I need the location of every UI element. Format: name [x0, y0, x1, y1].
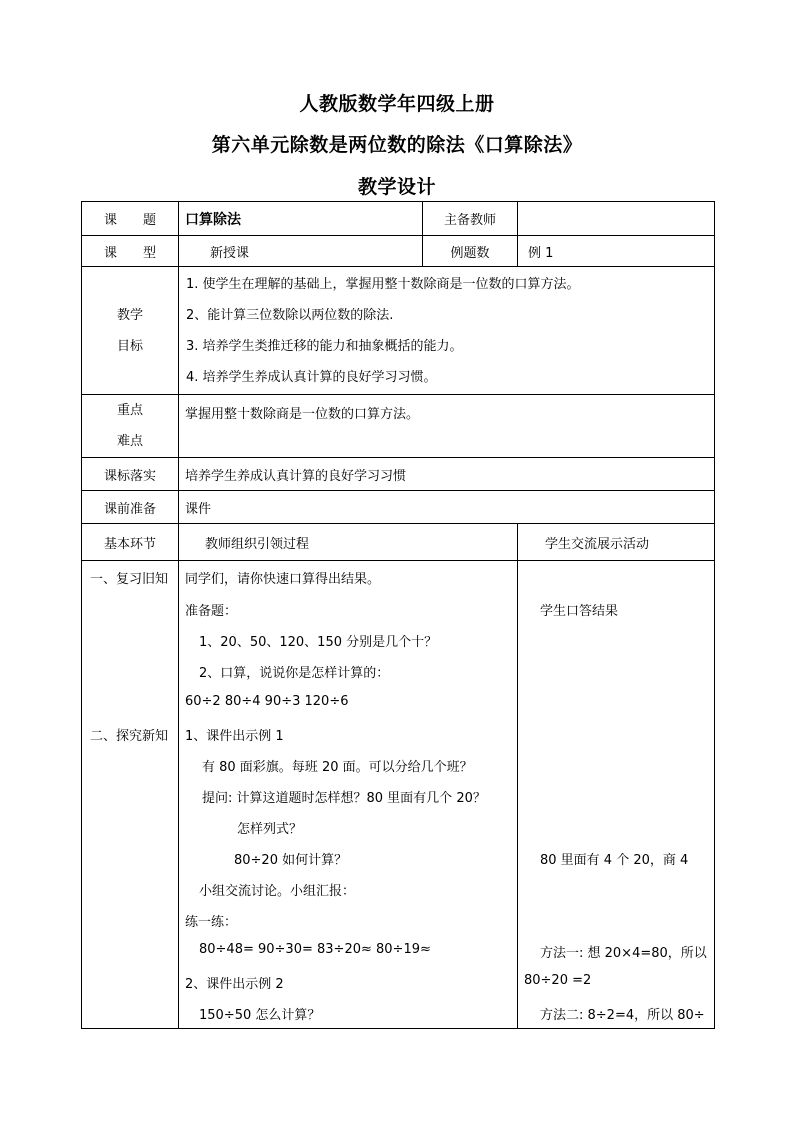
focus-row: [82, 395, 715, 458]
examples-label: 例题数: [423, 236, 518, 267]
teacher-process-column: [179, 561, 518, 1029]
goals-label: [82, 267, 179, 395]
student-activity-header: 学生交流展示活动: [518, 524, 715, 561]
teacher-line: 提问: 计算这道题时怎样想？80 里面有几个 20？: [202, 791, 486, 806]
standard-value: 培养学生养成认真计算的良好学习习惯: [179, 458, 715, 491]
stage-explore: 二、探究新知: [90, 729, 169, 744]
standard-row: [82, 458, 715, 491]
examples-value: 例 1: [518, 236, 715, 267]
process-header-row: [82, 524, 715, 561]
focus-label-1: 重点: [116, 403, 143, 418]
doc-subtitle: 第六单元除数是两位数的除法《口算除法》: [211, 134, 583, 156]
student-line: 80 里面有 4 个 20，商 4: [540, 853, 689, 868]
teacher-line: 150÷50 怎么计算？: [199, 1008, 321, 1023]
teacher-line: 2、口算，说说你是怎样计算的：: [199, 666, 390, 681]
type-row: [82, 236, 715, 267]
lesson-plan-table: [81, 201, 715, 1029]
teacher-line: 1、课件出示例 1: [185, 729, 284, 744]
prep-label: 课前准备: [82, 491, 179, 524]
teacher-line: 80÷48= 90÷30= 83÷20≈ 80÷19≈: [199, 942, 431, 957]
process-body-row: [82, 561, 715, 1029]
teacher-line: 准备题：: [185, 604, 238, 619]
goals-label-2: 目标: [116, 338, 143, 354]
stage-review: 一、复习旧知: [90, 572, 169, 587]
doc-title: 人教版数学年四级上册: [299, 93, 495, 115]
teacher-line: 2、课件出示例 2: [185, 977, 284, 992]
topic-label: 课 题: [82, 202, 179, 236]
prep-row: [82, 491, 715, 524]
teacher-line: 60÷2 80÷4 90÷3 120÷6: [185, 694, 349, 709]
stage-column: [82, 561, 179, 1029]
goals-list: [179, 267, 715, 395]
teacher-value: [518, 202, 715, 236]
standard-label: 课标落实: [82, 458, 179, 491]
goals-row: [82, 267, 715, 395]
student-activity-column: [518, 561, 715, 1029]
teacher-line: 同学们，请你快速口算得出结果。: [185, 572, 381, 587]
teacher-line: 小组交流讨论。小组汇报：: [199, 884, 356, 899]
topic-row: [82, 202, 715, 236]
focus-value: 掌握用整十数除商是一位数的口算方法。: [179, 395, 715, 458]
goal-item: 4. 培养学生养成认真计算的良好学习习惯。: [186, 369, 437, 385]
teacher-label: 主备教师: [423, 202, 518, 236]
teacher-line: 怎样列式？: [237, 822, 303, 837]
goal-item: 1. 使学生在理解的基础上，掌握用整十数除商是一位数的口算方法。: [186, 276, 580, 292]
student-line: 方法一: 想 20×4=80，所以: [540, 946, 707, 961]
stage-header: 基本环节: [82, 524, 179, 561]
doc-heading: 教学设计: [357, 176, 436, 198]
student-line: 方法二: 8÷2=4，所以 80÷: [540, 1008, 705, 1023]
teacher-line: 练一练：: [185, 915, 238, 930]
type-value: 新授课: [179, 236, 423, 267]
goal-item: 3. 培养学生类推迁移的能力和抽象概括的能力。: [186, 338, 463, 354]
teacher-line: 80÷20 如何计算？: [234, 853, 348, 868]
focus-label-2: 难点: [116, 434, 143, 449]
teacher-line: 有 80 面彩旗。每班 20 面。可以分给几个班？: [202, 760, 473, 775]
teacher-process-header: 教师组织引领过程: [179, 524, 518, 561]
type-label: 课 型: [82, 236, 179, 267]
student-line: 80÷20 =2: [524, 973, 592, 988]
student-line: 学生口答结果: [540, 604, 619, 619]
topic-value: 口算除法: [179, 202, 423, 236]
goal-item: 2、能计算三位数除以两位数的除法.: [186, 307, 394, 323]
focus-label: [82, 395, 179, 458]
goals-label-1: 教学: [116, 307, 143, 323]
teacher-line: 1、20、50、120、150 分别是几个十？: [199, 635, 438, 650]
prep-value: 课件: [179, 491, 715, 524]
